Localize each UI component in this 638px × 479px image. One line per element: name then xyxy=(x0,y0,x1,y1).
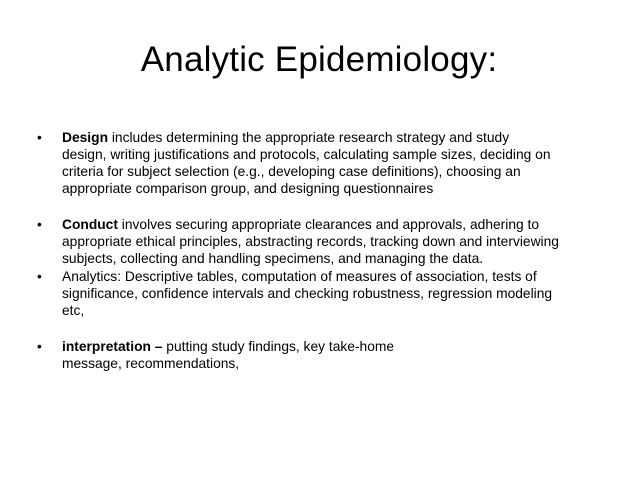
bullet-line: appropriate ethical principles, abstracting records, tracking down and interviewing xyxy=(62,234,559,249)
bullet-line xyxy=(62,338,597,355)
bullet-design xyxy=(37,129,597,197)
bullet-text xyxy=(62,129,597,197)
bullet-line-text: includes determining the appropriate research strategy and study xyxy=(108,130,510,145)
bullet-dot: • xyxy=(37,339,42,354)
bullet-analytics xyxy=(37,268,597,319)
bullet-conduct xyxy=(37,216,597,267)
bullet-line: subjects, collecting and handling specimens, and managing the data. xyxy=(62,251,484,266)
slide-title: Analytic Epidemiology: xyxy=(140,40,498,79)
bullet-line: design, writing justifications and protocols, calculating sample sizes, deciding on xyxy=(62,147,551,162)
bullet-text xyxy=(62,268,597,319)
bullet-line: criteria for subject selection (e.g., developing case definitions), choosing an xyxy=(62,164,521,179)
bullet-bold-term: interpretation – xyxy=(62,339,163,354)
bullet-line: etc, xyxy=(62,303,85,318)
bullet-bold-term: Conduct xyxy=(62,217,118,232)
bullet-interpretation xyxy=(37,338,597,372)
bullet-text xyxy=(62,338,597,372)
bullet-line: appropriate comparison group, and designing questionnaires xyxy=(62,181,434,196)
bullet-text xyxy=(62,216,597,267)
bullet-dot: • xyxy=(37,269,42,284)
bullet-line-text: putting study findings, key take-home xyxy=(162,339,395,354)
bullet-line: significance, confidence intervals and checking robustness, regression modeling xyxy=(62,286,553,301)
bullet-dot: • xyxy=(37,130,42,145)
bullet-line: Analytics: Descriptive tables, computation of measures of association, tests of xyxy=(62,269,537,284)
bullet-bold-term: Design xyxy=(62,130,108,145)
bullet-line xyxy=(62,129,597,146)
bullet-line: message, recommendations, xyxy=(62,356,240,371)
bullet-dot: • xyxy=(37,217,42,232)
bullet-line-text: involves securing appropriate clearances and approvals, adhering to xyxy=(117,217,540,232)
bullet-line xyxy=(62,216,597,233)
